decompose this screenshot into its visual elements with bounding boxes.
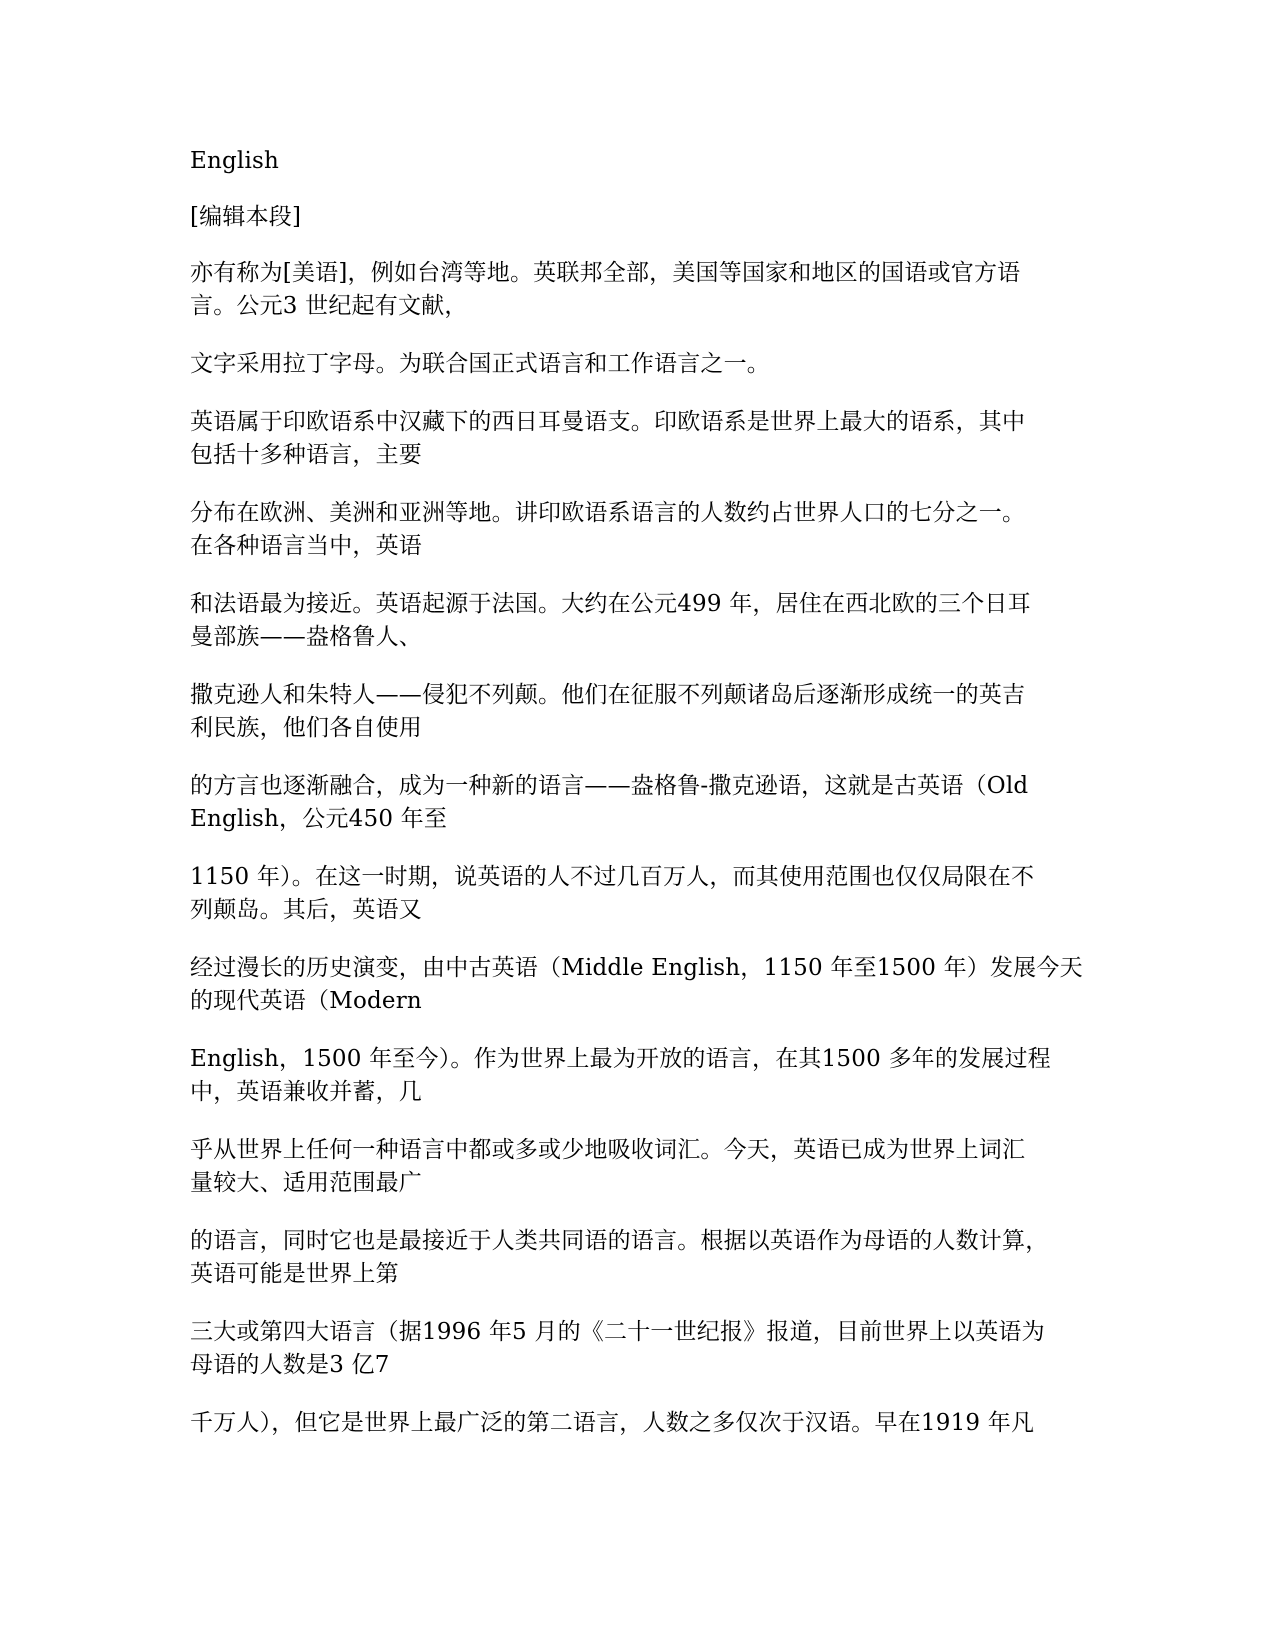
paragraph — [190, 952, 1110, 1018]
paragraph — [190, 1043, 1110, 1109]
paragraph-line: 分布在欧洲、美洲和亚洲等地。讲印欧语系语言的人数约占世界人口的七分之一。 — [190, 500, 1026, 526]
paragraph-list — [190, 257, 1110, 1440]
paragraph-line: English，公元450 年至 — [190, 806, 448, 832]
paragraph — [190, 1134, 1110, 1200]
paragraph-line: 利民族，他们各自使用 — [190, 715, 422, 741]
paragraph-line: 量较大、适用范围最广 — [190, 1170, 422, 1196]
paragraph-line: 中，英语兼收并蓄，几 — [190, 1079, 422, 1105]
paragraph — [190, 770, 1110, 836]
document-body — [190, 145, 1110, 1465]
paragraph-line: 撒克逊人和朱特人——侵犯不列颠。他们在征服不列颠诸岛后逐渐形成统一的英吉 — [190, 682, 1026, 708]
paragraph-line: 母语的人数是3 亿7 — [190, 1352, 390, 1378]
paragraph-line: English，1500 年至今）。作为世界上最为开放的语言，在其1500 多年的发展过程 — [190, 1046, 1051, 1072]
paragraph-line: 英语属于印欧语系中汉藏下的西日耳曼语支。印欧语系是世界上最大的语系，其中 — [190, 409, 1026, 435]
paragraph — [190, 497, 1110, 563]
document-title: English — [190, 148, 280, 174]
paragraph-line: 和法语最为接近。英语起源于法国。大约在公元499 年，居住在西北欧的三个日耳 — [190, 591, 1031, 617]
paragraph — [190, 1407, 1110, 1440]
paragraph-line: 的方言也逐渐融合，成为一种新的语言——盎格鲁-撒克逊语，这就是古英语（Old — [190, 773, 1029, 799]
paragraph-line: 三大或第四大语言（据1996 年5 月的《二十一世纪报》报道，目前世界上以英语为 — [190, 1319, 1045, 1345]
paragraph-line: 亦有称为[美语]，例如台湾等地。英联邦全部，美国等国家和地区的国语或官方语 — [190, 260, 1021, 286]
paragraph — [190, 348, 1110, 381]
paragraph-line: 1150 年）。在这一时期，说英语的人不过几百万人，而其使用范围也仅仅局限在不 — [190, 864, 1035, 890]
paragraph-line: 的现代英语（Modern — [190, 988, 422, 1014]
paragraph-line: 文字采用拉丁字母。为联合国正式语言和工作语言之一。 — [190, 351, 770, 377]
paragraph — [190, 861, 1110, 927]
paragraph — [190, 679, 1110, 745]
paragraph-line: 列颠岛。其后，英语又 — [190, 897, 422, 923]
paragraph-line: 包括十多种语言，主要 — [190, 442, 422, 468]
paragraph-line: 在各种语言当中，英语 — [190, 533, 422, 559]
paragraph-line: 的语言，同时它也是最接近于人类共同语的语言。根据以英语作为母语的人数计算， — [190, 1228, 1049, 1254]
paragraph-line: 千万人），但它是世界上最广泛的第二语言，人数之多仅次于汉语。早在1919 年凡 — [190, 1410, 1035, 1436]
paragraph-line: 曼部族——盎格鲁人、 — [190, 624, 422, 650]
paragraph-line: 英语可能是世界上第 — [190, 1261, 399, 1287]
paragraph-line: 乎从世界上任何一种语言中都或多或少地吸收词汇。今天，英语已成为世界上词汇 — [190, 1137, 1026, 1163]
paragraph — [190, 1225, 1110, 1291]
paragraph — [190, 1316, 1110, 1382]
paragraph-line: 经过漫长的历史演变，由中古英语（Middle English，1150 年至1500 年）发展今天 — [190, 955, 1083, 981]
paragraph-line: 言。公元3 世纪起有文献， — [190, 293, 468, 319]
paragraph — [190, 406, 1110, 472]
paragraph — [190, 588, 1110, 654]
paragraph — [190, 257, 1110, 323]
edit-section-link[interactable]: [编辑本段] — [190, 204, 302, 230]
